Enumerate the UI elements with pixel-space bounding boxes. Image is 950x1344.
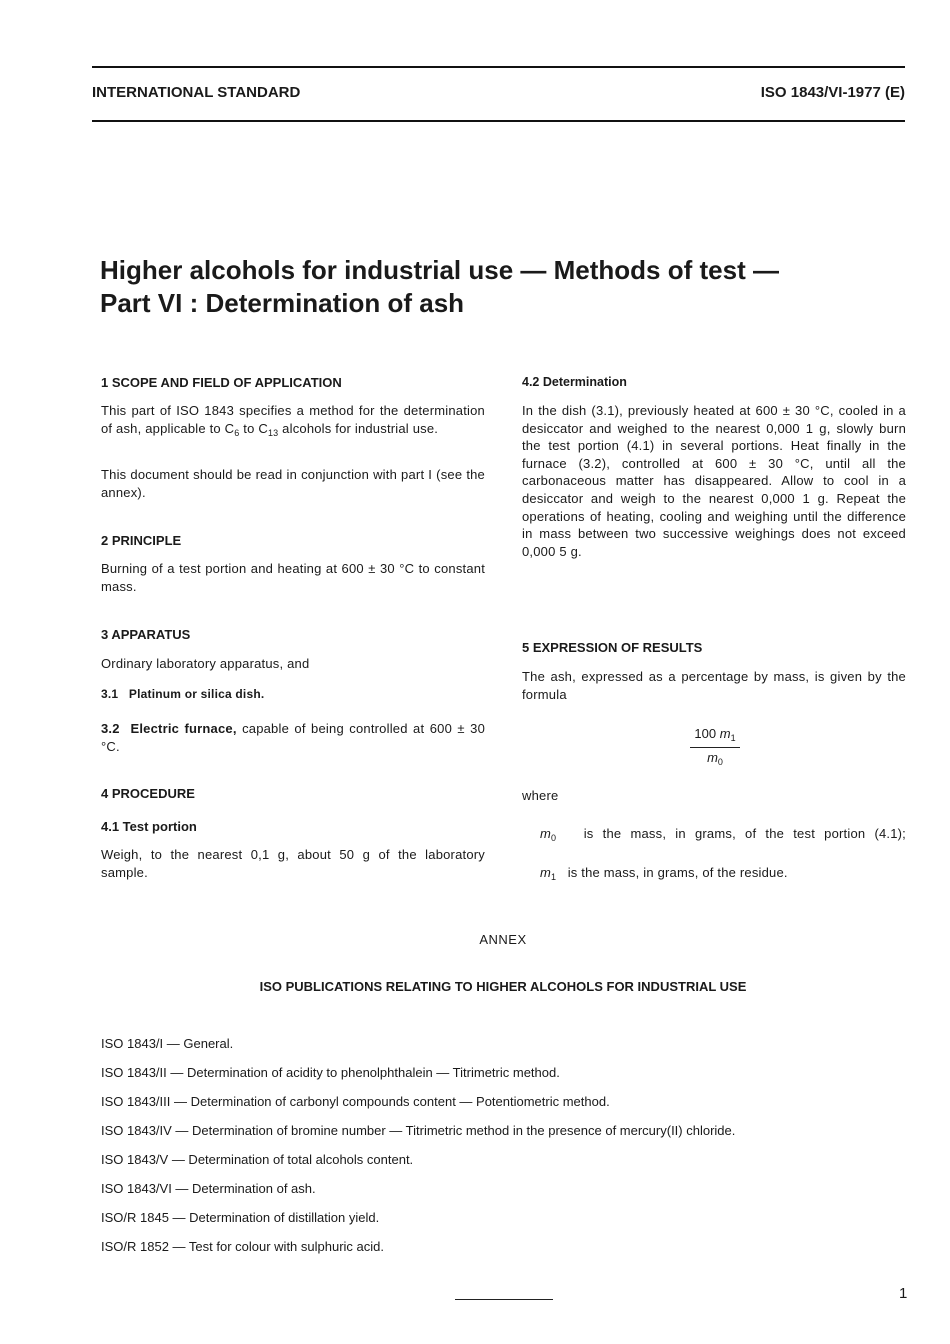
section-4-2-heading: 4.2 Determination xyxy=(522,375,627,389)
section-1-heading: 1 SCOPE AND FIELD OF APPLICATION xyxy=(101,375,342,390)
formula: 100 $m_1$ $m_0$ xyxy=(690,726,740,767)
header-standard-type: INTERNATIONAL STANDARD xyxy=(92,84,301,101)
section-4-heading: 4 PROCEDURE xyxy=(101,786,195,801)
list-item: ISO 1843/II — Determination of acidity to phenolphthalein — Titrimetric method. xyxy=(101,1065,560,1080)
annex-label: ANNEX xyxy=(479,932,527,947)
page-number: 1 xyxy=(899,1285,908,1302)
section-2-heading: 2 PRINCIPLE xyxy=(101,533,182,548)
section-4-1-para: Weigh, to the nearest 0,1 g, about 50 g of the laboratory sample. xyxy=(101,847,485,880)
footer-rule xyxy=(455,1299,553,1300)
item-3-2: 3.2 Electric furnace, capable of being controlled at 600 ± 30 °C. xyxy=(101,721,486,754)
where-label: where xyxy=(522,788,559,803)
list-item: ISO 1843/III — Determination of carbonyl compounds content — Potentiometric method. xyxy=(101,1094,610,1109)
section-1-para-2: This document should be read in conjunction with part I (see the annex). xyxy=(101,467,485,500)
document-title xyxy=(100,254,779,320)
list-item: ISO 1843/VI — Determination of ash. xyxy=(101,1181,316,1196)
section-3-para: Ordinary laboratory apparatus, and xyxy=(101,656,310,671)
top-rule xyxy=(92,66,905,68)
list-item: ISO 1843/IV — Determination of bromine number — Titrimetric method in the presence of mercury(II) chloride. xyxy=(101,1123,736,1138)
item-3-1: 3.1 Platinum or silica dish. xyxy=(101,687,265,701)
annex-list xyxy=(101,1036,735,1268)
definition-m1: $m_1$ is the mass, in grams, of the residue. xyxy=(540,865,788,882)
definition-m0: $m_0$ is the mass, in grams, of the test portion (4.1); xyxy=(540,826,906,843)
header-standard-number: ISO 1843/VI-1977 (E) xyxy=(760,84,905,101)
title-line-1: Higher alcohols for industrial use — Methods of test — xyxy=(100,255,779,285)
list-item: ISO 1843/I — General. xyxy=(101,1036,234,1051)
annex-heading: ISO PUBLICATIONS RELATING TO HIGHER ALCOHOLS FOR INDUSTRIAL USE xyxy=(259,979,747,994)
section-3-heading: 3 APPARATUS xyxy=(101,627,191,642)
section-2-para: Burning of a test portion and heating at 600 ± 30 °C to constant mass. xyxy=(101,561,485,594)
list-item: ISO/R 1845 — Determination of distillation yield. xyxy=(101,1210,380,1225)
header-rule xyxy=(92,120,905,122)
section-4-1-heading: 4.1 Test portion xyxy=(101,819,197,834)
section-5-para: The ash, expressed as a percentage by mass, is given by the formula xyxy=(522,669,906,702)
section-4-2-para: In the dish (3.1), previously heated at 600 ± 30 °C, cooled in a desiccator and weighed to the nearest 0,000 1 g, slowly burn the test portion (4.1) in several portions. Heat finally in the furnace (3.2), controlled at 600 ± 30 °C, until all the carbonaceous matter has disappeared. Allow to cool in a desiccator and weigh to the nearest 0,000 1 g. Repeat the operations of heating, cooling and weighing until the difference in mass between two successive weighings does not exceed 0,000 5 g. xyxy=(522,403,906,559)
list-item: ISO 1843/V — Determination of total alcohols content. xyxy=(101,1152,414,1167)
title-line-2: Part VI : Determination of ash xyxy=(100,288,465,318)
list-item: ISO/R 1852 — Test for colour with sulphuric acid. xyxy=(101,1239,384,1254)
section-1-para-1: This part of ISO 1843 specifies a method for the determination of ash, applicable to $C_6$ to $C_{13}$ alcohols for industrial use. xyxy=(101,403,485,438)
section-5-heading: 5 EXPRESSION OF RESULTS xyxy=(522,640,703,655)
